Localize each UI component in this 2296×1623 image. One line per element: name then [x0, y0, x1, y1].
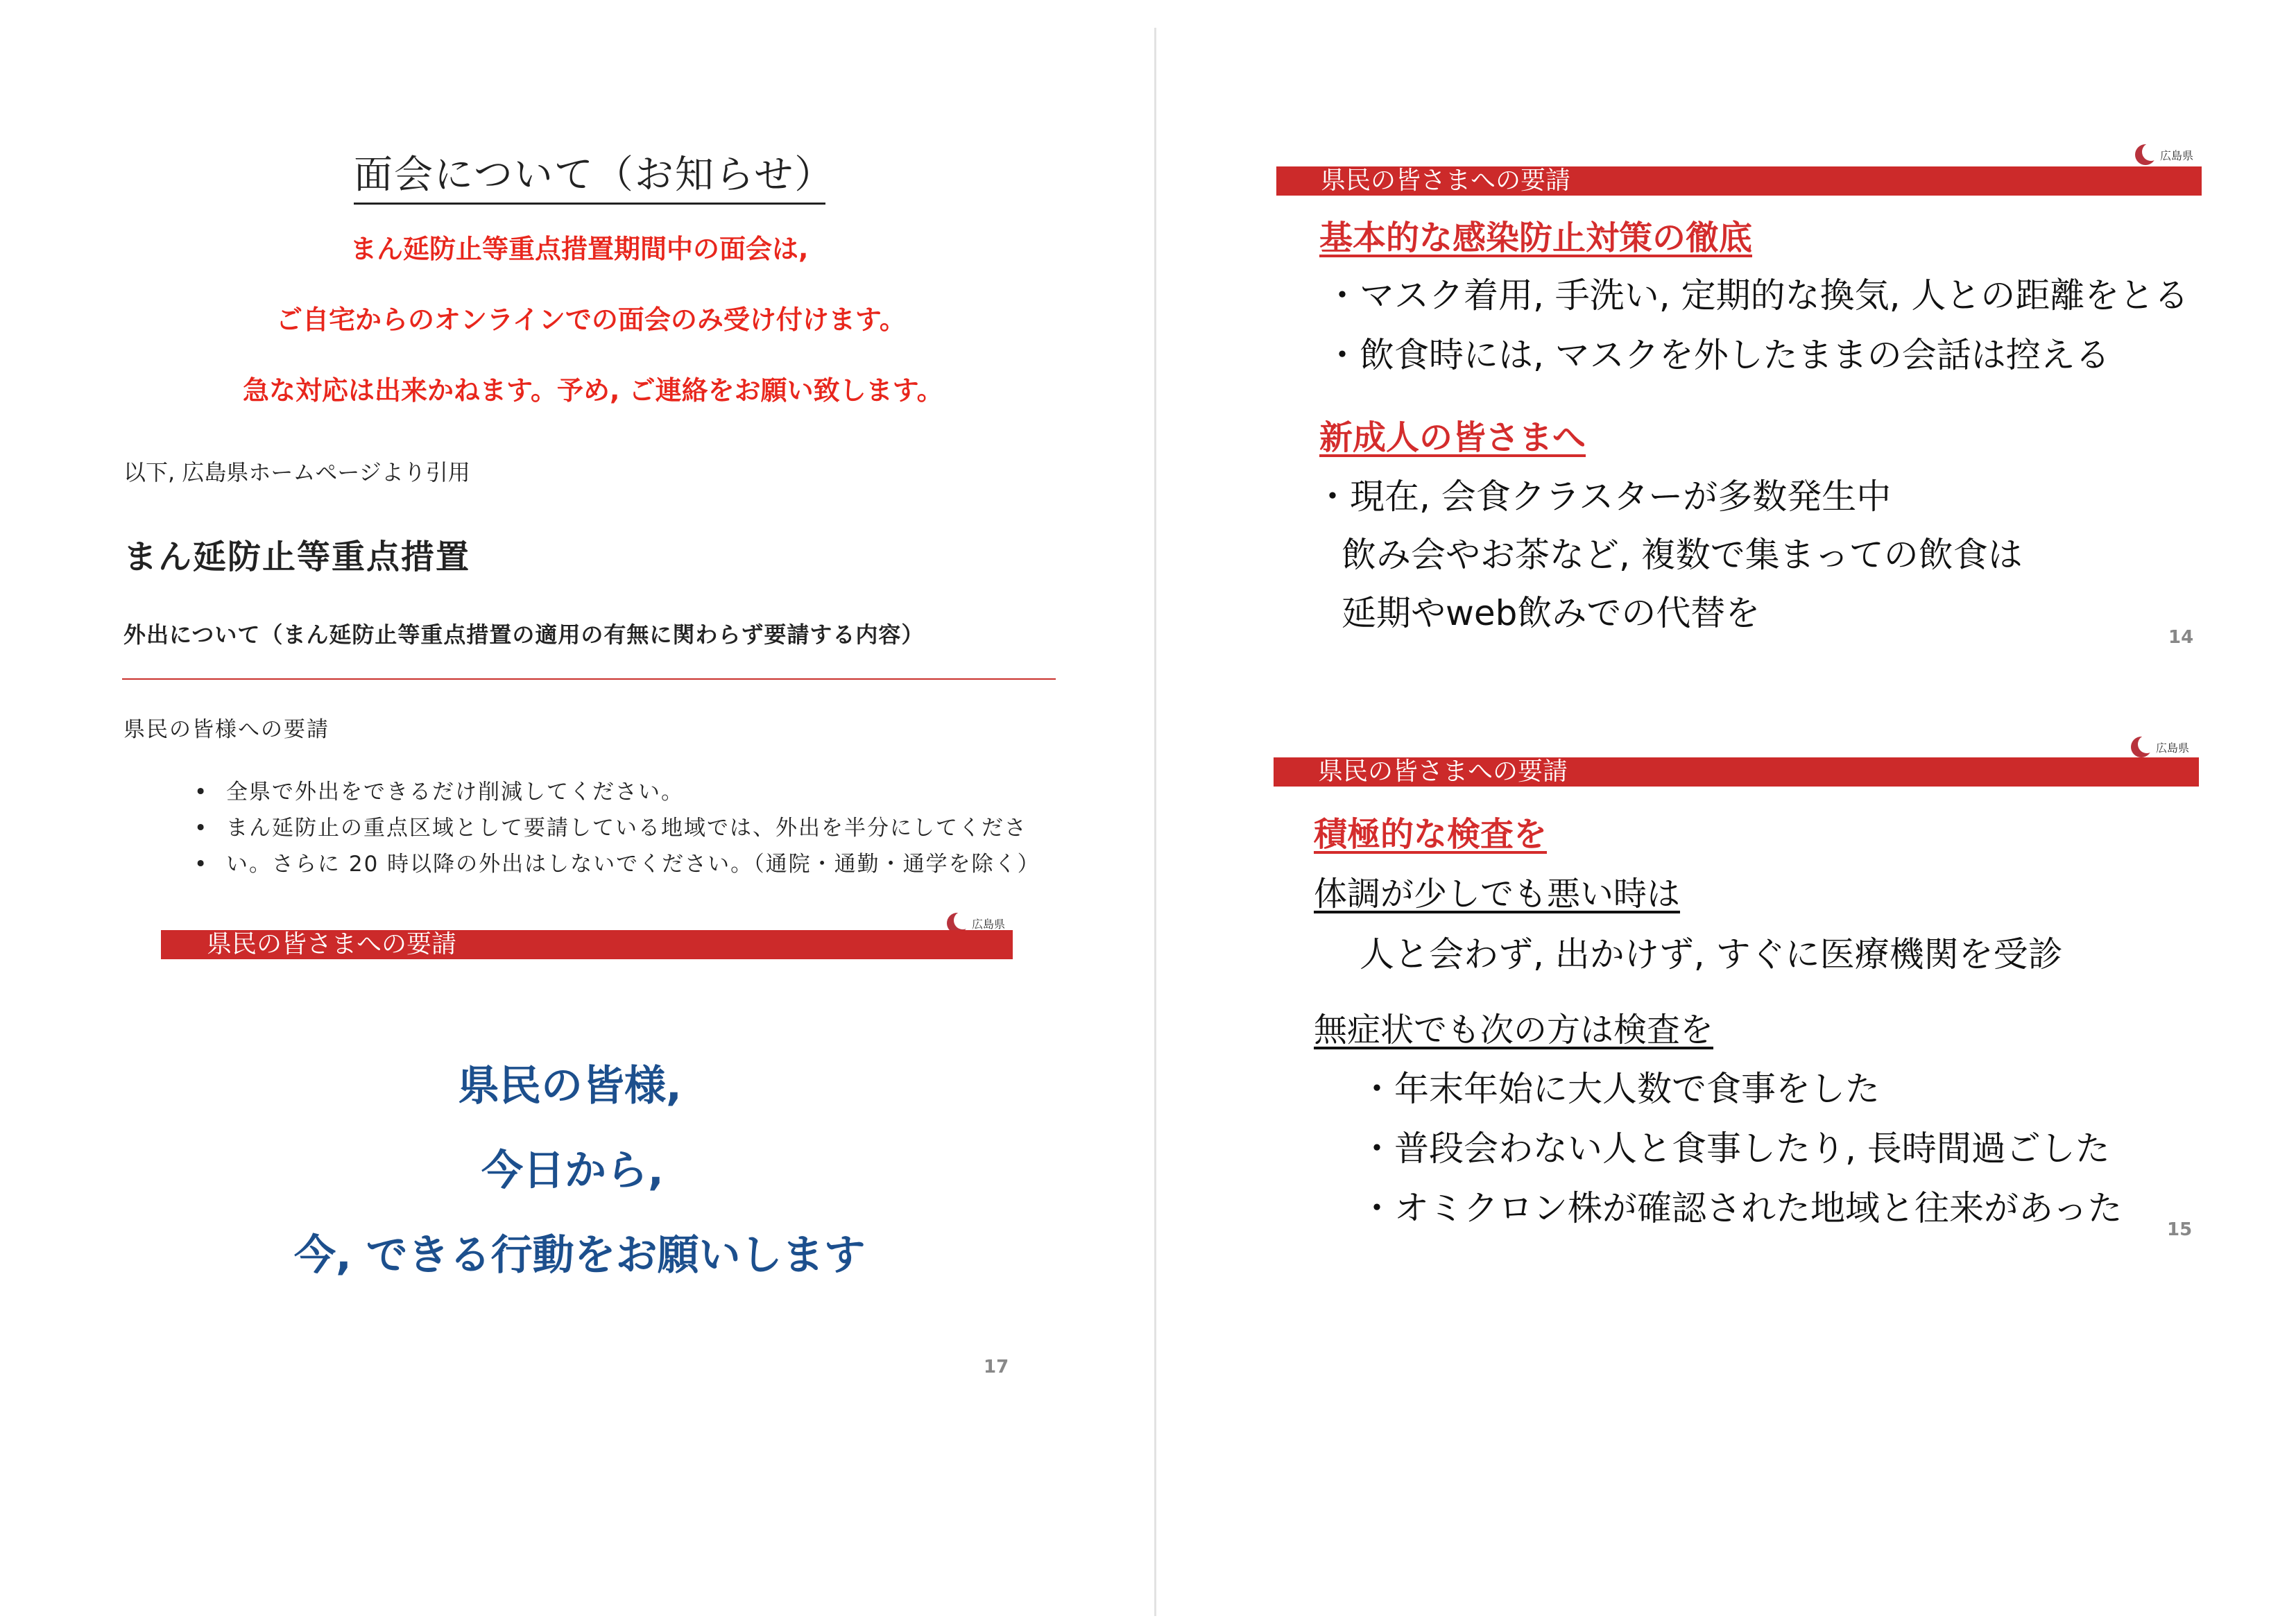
- slide15-subheading-1: 体調が少しでも悪い時は: [1314, 875, 1681, 913]
- slide15-item: ・オミクロン株が確認された地域と往来があった: [1360, 1188, 2123, 1228]
- slide14-heading-2: 新成人の皆さまへ: [1319, 418, 1586, 457]
- slide15-banner: [1274, 757, 2199, 787]
- slide15-heading: 積極的な検査を: [1314, 815, 1548, 854]
- request-subheading: 県民の皆様への要請: [123, 717, 329, 742]
- slide14-item: 延期やweb飲みでの代替を: [1342, 593, 1760, 633]
- document-title: 面会について（お知らせ）: [354, 144, 825, 205]
- slide17-line-1: 県民の皆様,: [458, 1062, 682, 1110]
- quote-source: 以下, 広島県ホームページより引用: [123, 459, 470, 486]
- slide14-banner-title: 県民の皆さまへの要請: [1321, 166, 1571, 195]
- slide15-line: 人と会わず, 出かけず, すぐに医療機関を受診: [1360, 934, 2063, 974]
- slide14-item: ・飲食時には, マスクを外したままの会話は控える: [1325, 335, 2110, 375]
- slide17-banner-title: 県民の皆さまへの要請: [207, 930, 457, 959]
- logo-text: 広島県: [2160, 148, 2194, 162]
- slide14-item: 飲み会やお茶など, 複数で集まっての飲食は: [1342, 535, 2023, 575]
- logo-text: 広島県: [2156, 741, 2190, 755]
- logo-mark-icon: [2131, 737, 2152, 757]
- slide14-item: ・マスク着用, 手洗い, 定期的な換気, 人との距離をとる: [1325, 275, 2189, 316]
- page-number: 17: [984, 1357, 1009, 1377]
- request-bullet-list: [173, 774, 1047, 882]
- page-number: 15: [2167, 1219, 2193, 1240]
- measure-heading: まん延防止等重点措置: [123, 538, 471, 576]
- logo-mark-icon: [2135, 144, 2156, 165]
- notice-line-2: ご自宅からのオンラインでの面会のみ受け付けます。: [276, 304, 906, 335]
- page-number: 14: [2168, 627, 2194, 648]
- slide15-item: ・普段会わない人と食事したり, 長時間過ごした: [1360, 1128, 2110, 1169]
- slide15-item: ・年末年始に大人数で食事をした: [1360, 1069, 1880, 1109]
- outing-heading: 外出について（まん延防止等重点措置の適用の有無に関わらず要請する内容）: [123, 621, 925, 648]
- slide15-subheading-2: 無症状でも次の方は検査を: [1314, 1011, 1714, 1049]
- slide17-line-2: 今日から,: [481, 1147, 664, 1195]
- hiroshima-logo: [2135, 144, 2193, 165]
- slide17-line-3: 今, できる行動をお願いします: [294, 1231, 866, 1280]
- hiroshima-logo: [2131, 737, 2189, 757]
- slide14-heading-1: 基本的な感染防止対策の徹底: [1319, 218, 1753, 257]
- logo-text: 広島県: [972, 917, 1006, 931]
- slide14-banner: [1276, 166, 2202, 196]
- slide14-item: ・現在, 会食クラスターが多数発生中: [1315, 476, 1892, 517]
- bullet-item: • 全県で外出をできるだけ削減してください。: [173, 774, 1047, 810]
- notice-line-3: 急な対応は出来かねます。予め, ご連絡をお願い致します。: [243, 375, 943, 406]
- notice-line-1: まん延防止等重点措置期間中の面会は,: [350, 234, 809, 264]
- page-divider: [1154, 28, 1156, 1616]
- slide15-banner-title: 県民の皆さまへの要請: [1318, 757, 1568, 786]
- bullet-item-continued: [173, 846, 1047, 882]
- slide17-banner: [161, 930, 1013, 959]
- bullet-continuation: い。さらに 20 時以降の外出はしないでください。（通院・通勤・通学を除く）: [226, 852, 1040, 877]
- divider-rule: [122, 678, 1056, 680]
- bullet-item: • まん延防止の重点区域として要請している地域では、外出を半分にしてくださ: [173, 810, 1047, 846]
